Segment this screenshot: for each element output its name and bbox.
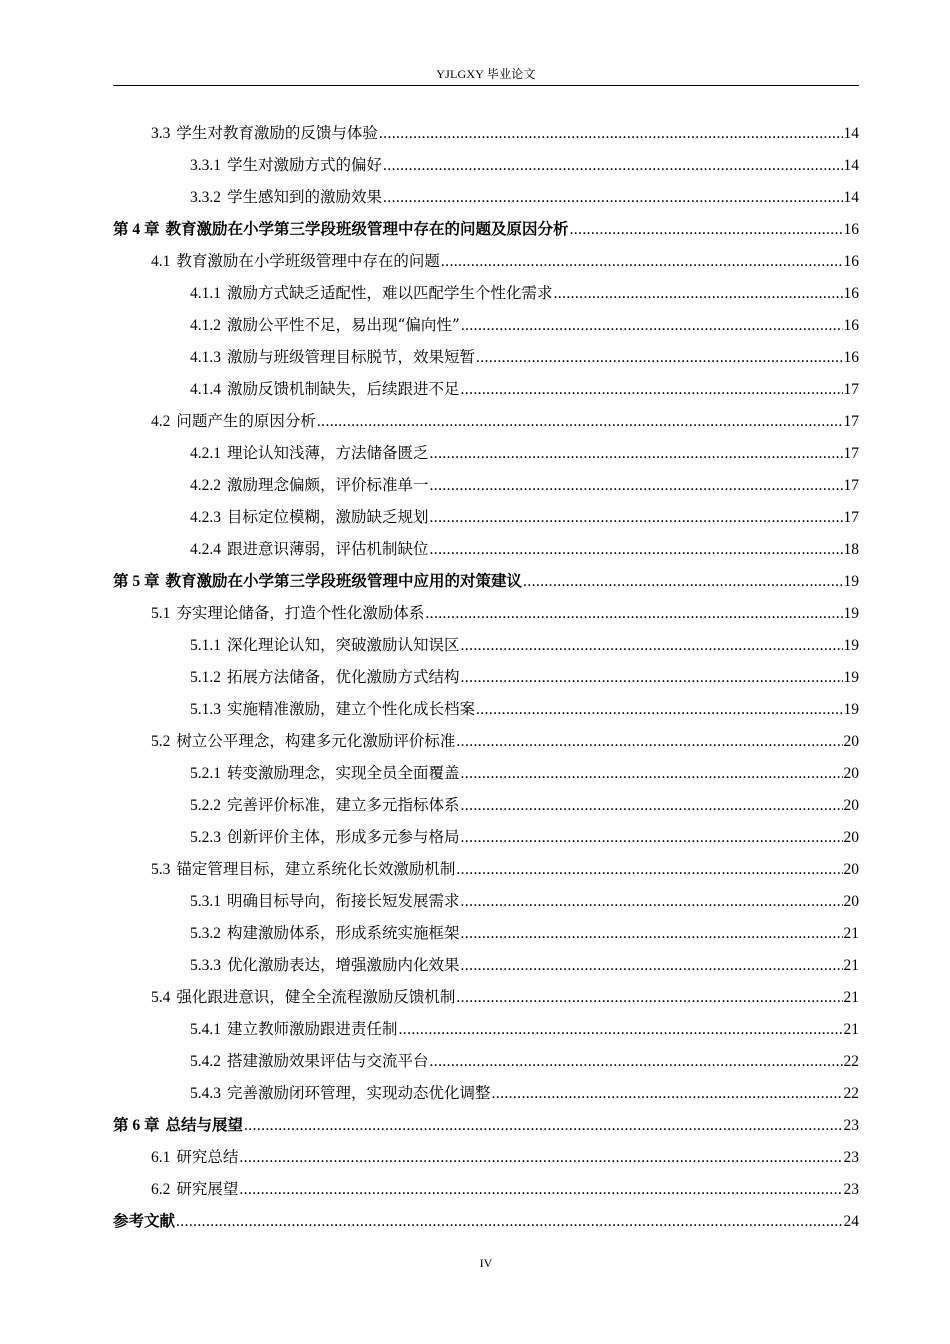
toc-entry-title: 激励与班级管理目标脱节，效果短暂 (227, 348, 476, 366)
toc-entry[interactable] (113, 1013, 859, 1045)
toc-entry-page: 23 (843, 1181, 859, 1198)
toc-entry[interactable] (113, 981, 859, 1013)
toc-entry-page: 20 (843, 733, 859, 750)
toc-entry-number: 5.1.2 (190, 669, 221, 686)
toc-dot-leader (383, 150, 842, 182)
toc-entry-title: 学生对教育激励的反馈与体验 (176, 124, 378, 142)
toc-entry[interactable] (113, 437, 859, 469)
toc-dot-leader (456, 982, 842, 1014)
toc-entry-number: 第 5 章 (113, 573, 160, 590)
toc-dot-leader (456, 726, 842, 758)
toc-dot-leader (461, 758, 843, 790)
toc-entry-page: 22 (843, 1085, 859, 1102)
toc-entry-page: 21 (843, 925, 859, 942)
toc-entry-page: 14 (843, 189, 859, 206)
toc-dot-leader (383, 182, 842, 214)
toc-entry[interactable] (113, 565, 859, 597)
toc-entry-number: 6.2 (151, 1181, 171, 1198)
toc-entry-title: 问题产生的原因分析 (176, 412, 316, 430)
toc-dot-leader (430, 502, 843, 534)
toc-entry[interactable] (113, 501, 859, 533)
toc-entry-number: 5.3.3 (190, 957, 221, 974)
toc-entry-page: 17 (843, 509, 859, 526)
toc-entry-page: 19 (843, 701, 859, 718)
toc-entry-title: 构建激励体系，形成系统实施框架 (227, 924, 460, 942)
toc-entry[interactable] (113, 533, 859, 565)
page-header: YJLGXY 毕业论文 (436, 67, 536, 81)
toc-entry-number: 3.3 (151, 125, 171, 142)
toc-entry-title: 拓展方法储备，优化激励方式结构 (227, 668, 460, 686)
page-number-footer: IV (479, 1256, 493, 1270)
toc-entry-number: 5.2.3 (190, 829, 221, 846)
toc-dot-leader (461, 886, 843, 918)
toc-dot-leader (176, 1206, 842, 1238)
toc-entry-title: 树立公平理念，构建多元化激励评价标准 (176, 732, 456, 750)
toc-entry-number: 4.1.1 (190, 285, 221, 302)
toc-dot-leader (461, 950, 843, 982)
toc-entry-number: 5.4.1 (190, 1021, 221, 1038)
toc-entry[interactable] (113, 661, 859, 693)
toc-entry-title: 教育激励在小学第三学段班级管理中应用的对策建议 (165, 571, 523, 590)
toc-entry-page: 20 (843, 829, 859, 846)
toc-dot-leader (430, 438, 843, 470)
toc-entry[interactable] (113, 309, 859, 341)
toc-dot-leader (476, 342, 842, 374)
toc-entry[interactable] (113, 629, 859, 661)
toc-entry-title: 激励反馈机制缺失，后续跟进不足 (227, 380, 460, 398)
toc-entry-number: 4.2 (151, 413, 171, 430)
toc-entry-title: 完善激励闭环管理，实现动态优化调整 (227, 1084, 491, 1102)
toc-entry-number: 3.3.1 (190, 157, 221, 174)
toc-entry-title: 目标定位模糊，激励缺乏规划 (227, 508, 429, 526)
toc-entry[interactable] (113, 213, 859, 245)
toc-entry-number: 5.3 (151, 861, 171, 878)
toc-entry-title: 总结与展望 (165, 1115, 244, 1134)
toc-entry[interactable] (113, 1141, 859, 1173)
toc-entry[interactable] (113, 373, 859, 405)
toc-entry-page: 21 (843, 957, 859, 974)
toc-entry-number: 4.2.4 (190, 541, 221, 558)
toc-entry[interactable] (113, 949, 859, 981)
toc-entry-number: 5.4 (151, 989, 171, 1006)
toc-entry-number: 第 4 章 (113, 221, 160, 238)
toc-entry-title: 建立教师激励跟进责任制 (227, 1020, 398, 1038)
toc-entry-number: 4.1 (151, 253, 171, 270)
toc-entry[interactable] (113, 885, 859, 917)
toc-entry-page: 16 (843, 285, 859, 302)
toc-entry[interactable] (113, 277, 859, 309)
toc-entry-page: 16 (843, 349, 859, 366)
toc-entry-number: 5.2.2 (190, 797, 221, 814)
toc-entry-title: 转变激励理念，实现全员全面覆盖 (227, 764, 460, 782)
toc-entry[interactable] (113, 181, 859, 213)
toc-entry-title: 跟进意识薄弱，评估机制缺位 (227, 540, 429, 558)
toc-entry-title: 明确目标导向，衔接长短发展需求 (227, 892, 460, 910)
toc-entry[interactable] (113, 1173, 859, 1205)
toc-dot-leader (461, 630, 843, 662)
toc-entry-number: 5.2.1 (190, 765, 221, 782)
toc-entry-number: 4.2.1 (190, 445, 221, 462)
toc-entry-page: 21 (843, 1021, 859, 1038)
toc-entry-number: 4.1.2 (190, 317, 221, 334)
table-of-contents (113, 117, 859, 1237)
toc-entry-number: 5.4.3 (190, 1085, 221, 1102)
toc-entry[interactable] (113, 117, 859, 149)
toc-dot-leader (425, 598, 842, 630)
toc-dot-leader (244, 1110, 842, 1142)
toc-entry-page: 14 (843, 157, 859, 174)
toc-dot-leader (430, 470, 843, 502)
toc-dot-leader (317, 406, 843, 438)
toc-entry-page: 20 (843, 797, 859, 814)
toc-entry-title: 优化激励表达，增强激励内化效果 (227, 956, 460, 974)
toc-entry-page: 16 (843, 221, 859, 238)
toc-entry-page: 21 (843, 989, 859, 1006)
toc-dot-leader (570, 214, 843, 246)
toc-entry-number: 4.1.3 (190, 349, 221, 366)
toc-entry[interactable] (113, 821, 859, 853)
toc-entry-title: 实施精准激励，建立个性化成长档案 (227, 700, 476, 718)
toc-entry[interactable] (113, 917, 859, 949)
header-rule (113, 85, 859, 86)
toc-entry-page: 24 (843, 1213, 859, 1230)
toc-dot-leader (430, 534, 843, 566)
toc-entry-page: 19 (843, 669, 859, 686)
toc-entry-title: 创新评价主体，形成多元参与格局 (227, 828, 460, 846)
toc-dot-leader (492, 1078, 843, 1110)
toc-entry[interactable] (113, 149, 859, 181)
toc-entry-number: 4.2.2 (190, 477, 221, 494)
toc-entry-number: 第 6 章 (113, 1117, 160, 1134)
toc-entry-page: 19 (843, 637, 859, 654)
toc-entry-number: 4.2.3 (190, 509, 221, 526)
toc-dot-leader (430, 1046, 843, 1078)
toc-entry-number: 5.1 (151, 605, 171, 622)
toc-entry-title: 锚定管理目标，建立系统化长效激励机制 (176, 860, 456, 878)
toc-dot-leader (441, 246, 843, 278)
toc-entry-title: 夯实理论储备，打造个性化激励体系 (176, 604, 425, 622)
toc-entry-number: 5.1.3 (190, 701, 221, 718)
toc-entry-title: 参考文献 (113, 1211, 176, 1230)
toc-entry-title: 学生对激励方式的偏好 (227, 156, 383, 174)
toc-dot-leader (461, 822, 843, 854)
toc-entry-title: 教育激励在小学第三学段班级管理中存在的问题及原因分析 (165, 219, 569, 238)
toc-entry-title: 激励方式缺乏适配性，难以匹配学生个性化需求 (227, 284, 553, 302)
toc-entry-number: 5.2 (151, 733, 171, 750)
toc-entry-page: 20 (843, 765, 859, 782)
toc-entry-number: 5.3.2 (190, 925, 221, 942)
toc-entry-page: 20 (843, 893, 859, 910)
toc-dot-leader (461, 918, 843, 950)
toc-entry-page: 17 (843, 445, 859, 462)
toc-entry-title: 理论认知浅薄，方法储备匮乏 (227, 444, 429, 462)
toc-dot-leader (461, 310, 843, 342)
toc-dot-leader (239, 1142, 842, 1174)
toc-entry[interactable] (113, 1109, 859, 1141)
toc-dot-leader (461, 790, 843, 822)
toc-dot-leader (379, 118, 843, 150)
toc-dot-leader (461, 374, 843, 406)
toc-dot-leader (456, 854, 842, 886)
toc-entry[interactable] (113, 1045, 859, 1077)
toc-entry[interactable] (113, 597, 859, 629)
toc-entry[interactable] (113, 405, 859, 437)
toc-entry-page: 23 (843, 1117, 859, 1134)
toc-entry-page: 23 (843, 1149, 859, 1166)
toc-entry[interactable] (113, 757, 859, 789)
toc-entry-page: 19 (843, 573, 859, 590)
toc-entry-page: 19 (843, 605, 859, 622)
toc-entry[interactable] (113, 341, 859, 373)
toc-entry-number: 3.3.2 (190, 189, 221, 206)
toc-entry-title: 激励公平性不足，易出现“偏向性” (227, 316, 460, 334)
toc-entry-number: 5.3.1 (190, 893, 221, 910)
toc-entry-page: 17 (843, 477, 859, 494)
toc-entry-page: 14 (843, 125, 859, 142)
toc-entry-title: 深化理论认知，突破激励认知误区 (227, 636, 460, 654)
toc-entry[interactable] (113, 789, 859, 821)
toc-entry-title: 搭建激励效果评估与交流平台 (227, 1052, 429, 1070)
toc-entry[interactable] (113, 245, 859, 277)
toc-entry[interactable] (113, 1205, 859, 1237)
toc-entry-number: 5.1.1 (190, 637, 221, 654)
toc-dot-leader (523, 566, 842, 598)
toc-entry-title: 研究总结 (176, 1148, 239, 1166)
toc-entry-title: 学生感知到的激励效果 (227, 188, 383, 206)
toc-dot-leader (461, 662, 843, 694)
toc-entry-page: 17 (843, 413, 859, 430)
toc-entry-title: 激励理念偏颇，评价标准单一 (227, 476, 429, 494)
toc-entry-number: 6.1 (151, 1149, 171, 1166)
toc-entry-page: 18 (843, 541, 859, 558)
toc-entry-title: 完善评价标准，建立多元指标体系 (227, 796, 460, 814)
toc-entry[interactable] (113, 725, 859, 757)
toc-entry-page: 16 (843, 253, 859, 270)
toc-entry-number: 5.4.2 (190, 1053, 221, 1070)
toc-dot-leader (239, 1174, 842, 1206)
toc-entry[interactable] (113, 853, 859, 885)
toc-entry[interactable] (113, 469, 859, 501)
toc-entry-number: 4.1.4 (190, 381, 221, 398)
toc-entry[interactable] (113, 1077, 859, 1109)
toc-entry-title: 研究展望 (176, 1180, 239, 1198)
toc-dot-leader (476, 694, 842, 726)
toc-entry[interactable] (113, 693, 859, 725)
toc-entry-page: 16 (843, 317, 859, 334)
toc-entry-title: 强化跟进意识，健全全流程激励反馈机制 (176, 988, 456, 1006)
toc-entry-page: 17 (843, 381, 859, 398)
toc-entry-page: 20 (843, 861, 859, 878)
toc-dot-leader (554, 278, 843, 310)
toc-dot-leader (399, 1014, 843, 1046)
toc-entry-title: 教育激励在小学班级管理中存在的问题 (176, 252, 440, 270)
toc-entry-page: 22 (843, 1053, 859, 1070)
